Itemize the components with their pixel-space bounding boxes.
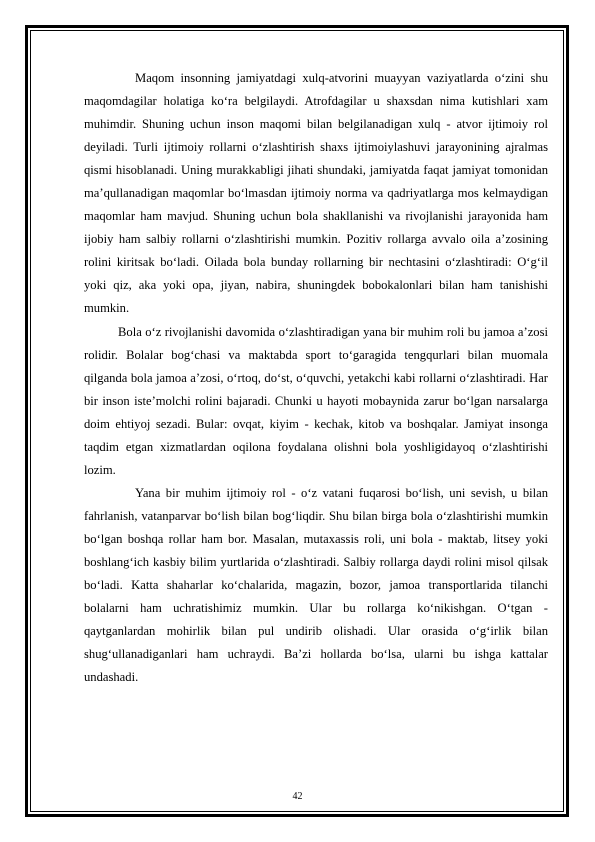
paragraph-1: Maqom insonning jamiyatdagi xulq-atvorini muayyan vaziyatlarda o‘zini shu maqomdagilar holatiga ko‘ra belgilaydi. Atrofdagilar u shaxsdan nima kutishlari xam muhimdir. Shuning uchun inson maqomi bilan belgilanadigan xulq - atvor ijtimoiy rol deyiladi. Turli ijtimoiy rollarni o‘zlashtirish shaxs ijtimoiylashuvi jarayonining ajralmas qismi hisoblanadi. Uning murakkabligi jihati shundaki, jamiyatda faqat jamiyat tomonidan ma’qullanadigan maqomlar bo‘lmasdan ijtimoiy norma va qadriyatlarga mos kelmaydigan maqomlar ham mavjud. Shuning uchun bola shakllanishi va rivojlanishi jarayonida ham ijobiy ham salbiy rollarni o‘zlashtirishi mumkin. Pozitiv rollarga avvalo oila a’zosining rolini kiritsak bo‘ladi. Oilada bola bunday rollarning bir nechtasini o‘zlashtiradi: O‘g‘il yoki qiz, aka yoki opa, jiyan, nabira, shuningdek bobokalonlari bilan ham tanishishi mumkin.: [84, 71, 548, 316]
document-body: [84, 67, 548, 689]
page-number: 42: [292, 791, 303, 802]
paragraph-3: Yana bir muhim ijtimoiy rol - o‘z vatani fuqarosi bo‘lish, uni sevish, u bilan fahrlanish, vatanparvar bo‘lish bilan bog‘liqdir. Shu bilan birga bola o‘zlashtirishi mumkin bo‘lgan boshqa rollar ham bor. Masalan, mutaxassis roli, uni bola - maktab, litsey yoki boshlang‘ich kasbiy bilim yurtlarida o‘zlashtiradi. Salbiy rollarga daydi rolini misol qilsak bo‘ladi. Katta shaharlar ko‘chalarida, magazin, bozor, jamoa transportlarida tilanchi bolalarni ham uchratishimiz mumkin. Ular bu rollarga ko‘nikishgan. O‘tgan - qaytganlardan mohirlik bilan pul undirib olishadi. Ular orasida o‘g‘irlik bilan shug‘ullanadiganlari ham uchraydi. Ba’zi hollarda bo‘lsa, ularni bu ishga kattalar undashadi.: [84, 485, 548, 685]
paragraph-2: Bola o‘z rivojlanishi davomida o‘zlashtiradigan yana bir muhim roli bu jamoa a’zosi rolidir. Bolalar bog‘chasi va maktabda sport to‘garagida tengqurlari bilan muomala qilganda bola jamoa a’zosi, o‘rtoq, do‘st, o‘quvchi, yetakchi kabi rollarni o‘zlashtiradi. Har bir inson iste’molchi rolini bajaradi. Chunki u hayoti mobaynida zarur bo‘lgan narsalarga doim ehtiyoj sezadi. Bular: ovqat, kiyim - kechak, kitob va boshqalar. Jamiyat insonga taqdim etgan xizmatlardan oqilona foydalana olishni bola yoshligidayoq o‘zlashtirishi lozim.: [84, 324, 548, 477]
